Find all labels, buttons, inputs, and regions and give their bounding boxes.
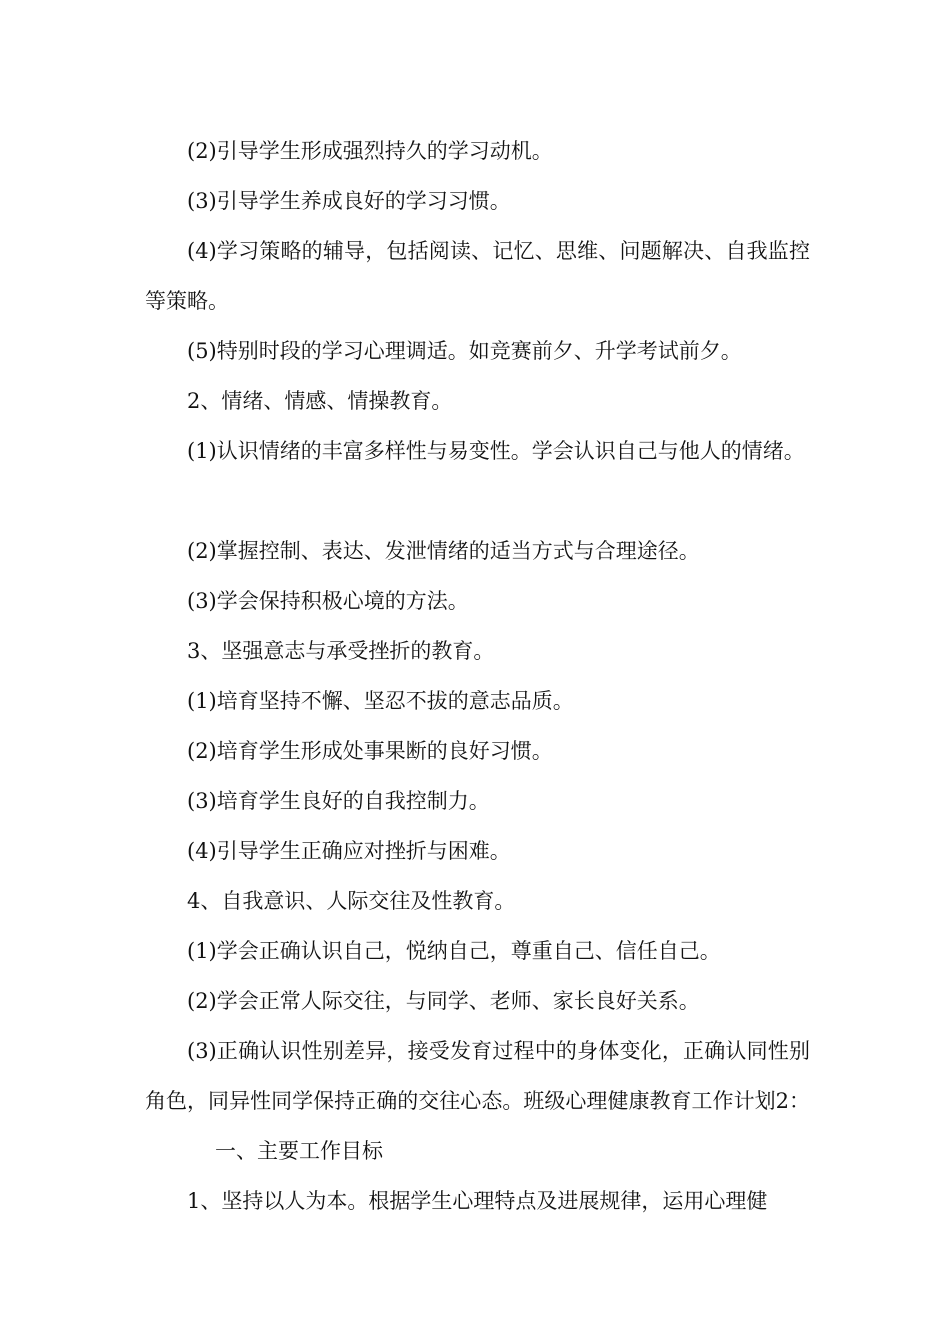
paragraph: (2)引导学生形成强烈持久的学习动机。 bbox=[187, 139, 553, 163]
section-heading: 3、坚强意志与承受挫折的教育。 bbox=[187, 639, 495, 663]
paragraph: (3)学会保持积极心境的方法。 bbox=[187, 589, 469, 613]
paragraph: (2)培育学生形成处事果断的良好习惯。 bbox=[187, 739, 553, 763]
section-heading: 2、情绪、情感、情操教育。 bbox=[187, 389, 453, 413]
section-heading: 一、主要工作目标 bbox=[215, 1139, 383, 1163]
paragraph: (3)引导学生养成良好的学习习惯。 bbox=[187, 189, 511, 213]
paragraph: (5)特别时段的学习心理调适。如竞赛前夕、升学考试前夕。 bbox=[187, 339, 742, 363]
paragraph: (4)引导学生正确应对挫折与困难。 bbox=[187, 839, 511, 863]
section-heading: 4、自我意识、人际交往及性教育。 bbox=[187, 889, 516, 913]
paragraph: (3)培育学生良好的自我控制力。 bbox=[187, 789, 490, 813]
paragraph: 1、坚持以人为本。根据学生心理特点及进展规律，运用心理健 bbox=[187, 1189, 768, 1213]
paragraph: (1)培育坚持不懈、坚忍不拔的意志品质。 bbox=[187, 689, 574, 713]
paragraph: (1)学会正确认识自己，悦纳自己，尊重自己、信任自己。 bbox=[187, 939, 721, 963]
paragraph: (2)学会正常人际交往，与同学、老师、家长良好关系。 bbox=[187, 989, 700, 1013]
paragraph: (1)认识情绪的丰富多样性与易变性。学会认识自己与他人的情绪。 bbox=[187, 439, 805, 463]
paragraph: (4)学习策略的辅导，包括阅读、记忆、思维、问题解决、自我监控等策略。 bbox=[145, 239, 810, 313]
paragraph: (2)掌握控制、表达、发泄情绪的适当方式与合理途径。 bbox=[187, 539, 700, 563]
paragraph-text: (3)正确认识性别差异，接受发育过程中的身体变化，正确认同性别角色，同异性同学保持正确的交往心态。班级心理健康教育工作计划2： bbox=[145, 1039, 810, 1113]
paragraph bbox=[145, 1026, 810, 1176]
